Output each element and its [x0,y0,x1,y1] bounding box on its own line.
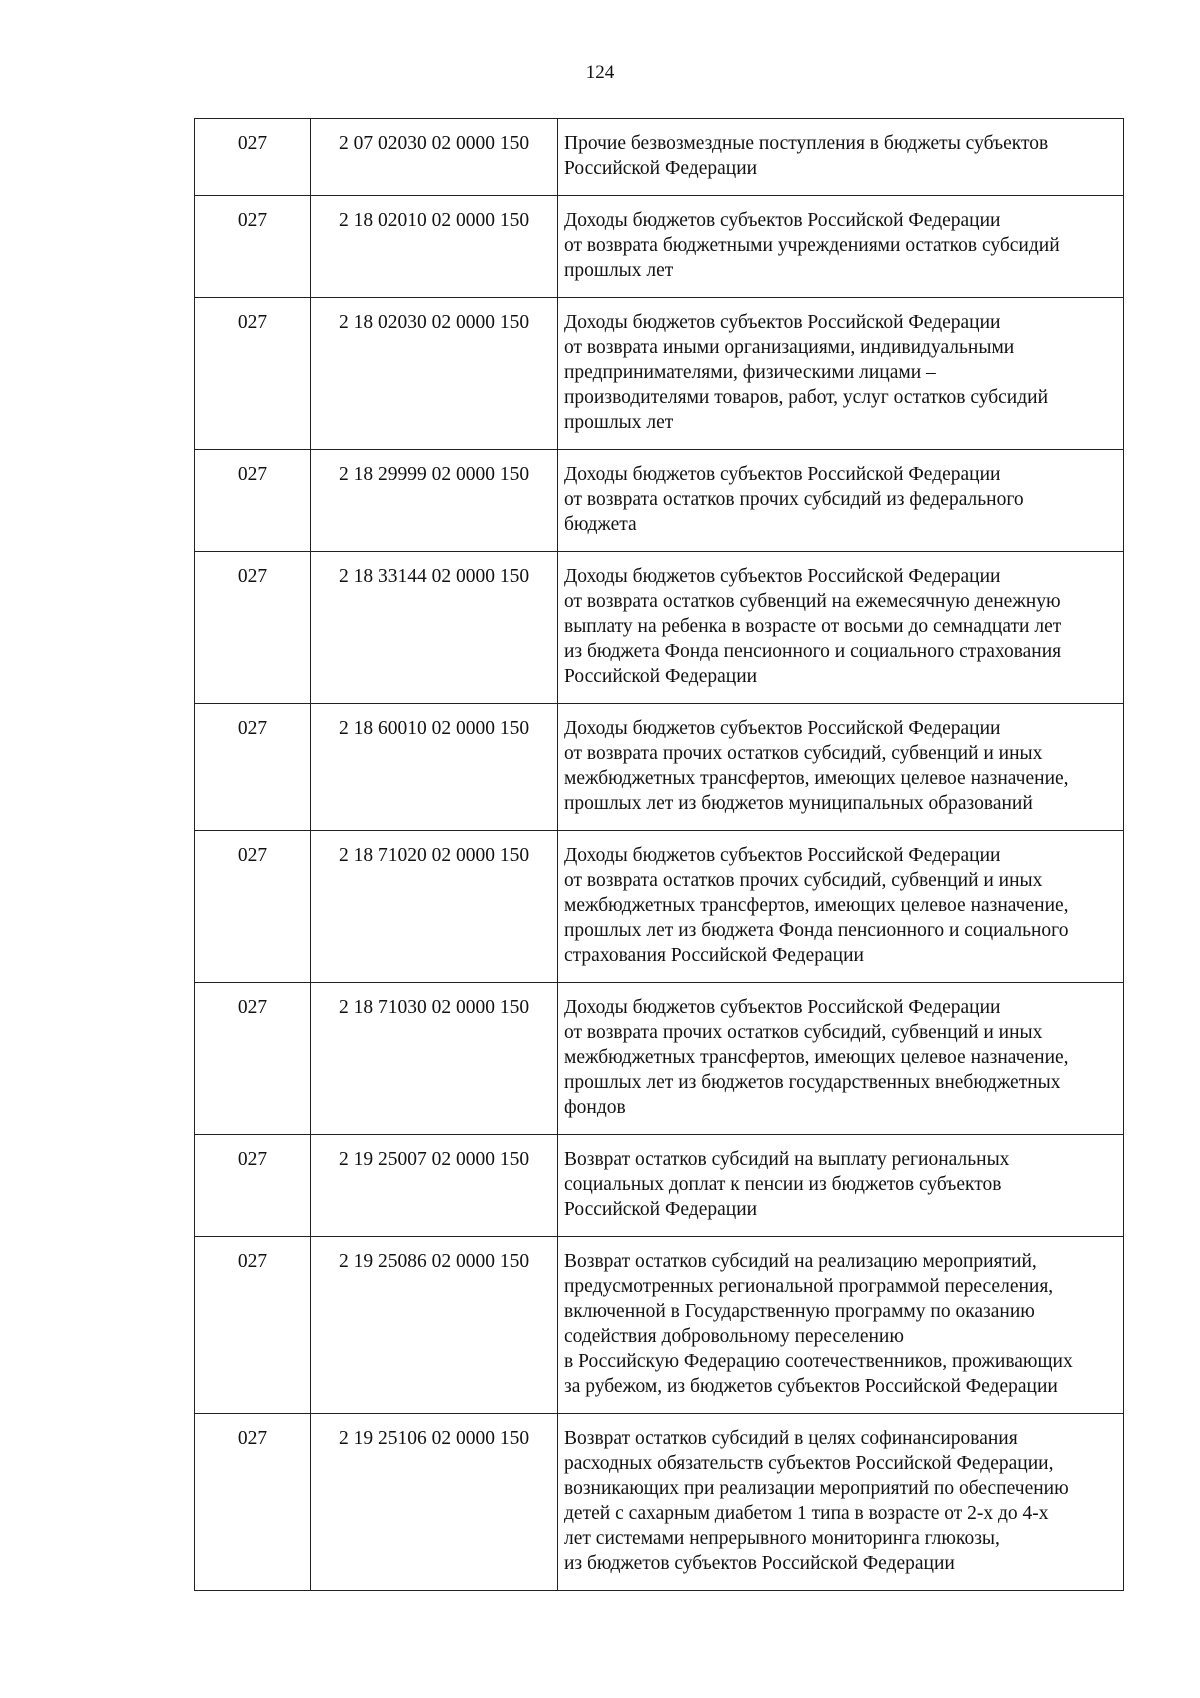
admin-code-cell: 027 [195,704,311,831]
revenue-name-line: Возврат остатков субсидий на выплату региональных [564,1149,1010,1170]
revenue-name-cell [558,1237,1124,1414]
table-row [195,1414,1124,1591]
admin-code-cell: 027 [195,450,311,552]
admin-code-cell: 027 [195,1135,311,1237]
revenue-name-line: детей с сахарным диабетом 1 типа в возрасте от 2-х до 4-х [564,1503,1049,1524]
revenue-name-line: прошлых лет [564,260,674,281]
revenue-name-cell [558,196,1124,298]
revenue-name-line: Доходы бюджетов субъектов Российской Федерации [564,210,1001,231]
admin-code-cell: 027 [195,196,311,298]
table-row [195,704,1124,831]
revenue-name-line: межбюджетных трансфертов, имеющих целевое назначение, [564,1047,1069,1068]
revenue-name-line: фондов [564,1097,626,1118]
revenue-name-line: от возврата прочих остатков субсидий, субвенций и иных [564,1022,1043,1043]
revenue-name-line: Доходы бюджетов субъектов Российской Федерации [564,997,1001,1018]
revenue-name-cell [558,831,1124,983]
revenue-name-line: Российской Федерации [564,1199,758,1220]
revenue-name-line: Доходы бюджетов субъектов Российской Федерации [564,464,1001,485]
kbk-code-cell: 2 18 71030 02 0000 150 [311,983,558,1135]
admin-code-cell: 027 [195,983,311,1135]
revenue-name-line: предусмотренных региональной программой переселения, [564,1276,1054,1297]
revenue-name-line: прошлых лет из бюджетов государственных внебюджетных [564,1072,1061,1093]
revenue-name-line: от возврата остатков прочих субсидий, субвенций и иных [564,870,1043,891]
admin-code-cell: 027 [195,831,311,983]
revenue-name-line: в Российскую Федерацию соотечественников, проживающих [564,1351,1073,1372]
revenue-name-cell [558,983,1124,1135]
kbk-code-cell: 2 18 02010 02 0000 150 [311,196,558,298]
revenue-name-line: лет системами непрерывного мониторинга глюкозы, [564,1528,1000,1549]
revenue-name-line: от возврата иными организациями, индивидуальными [564,337,1015,358]
revenue-name-line: от возврата остатков прочих субсидий из федерального [564,489,1024,510]
admin-code-cell: 027 [195,552,311,704]
admin-code-cell: 027 [195,298,311,450]
table-body [195,119,1124,1591]
kbk-code-cell: 2 18 71020 02 0000 150 [311,831,558,983]
revenue-name-line: Доходы бюджетов субъектов Российской Федерации [564,312,1001,333]
table-row [195,983,1124,1135]
admin-code-cell: 027 [195,1237,311,1414]
revenue-name-line: расходных обязательств субъектов Российской Федерации, [564,1453,1054,1474]
table-row [195,119,1124,196]
kbk-code-cell: 2 19 25086 02 0000 150 [311,1237,558,1414]
revenue-name-line: прошлых лет из бюджета Фонда пенсионного и социального [564,920,1069,941]
revenue-name-line: от возврата прочих остатков субсидий, субвенций и иных [564,743,1043,764]
revenue-name-cell [558,1414,1124,1591]
revenue-name-line: от возврата остатков субвенций на ежемесячную денежную [564,591,1061,612]
revenue-name-line: Российской Федерации [564,158,758,179]
revenue-name-line: бюджета [564,514,637,535]
revenue-name-cell [558,1135,1124,1237]
page-number: 124 [585,62,615,83]
revenue-name-line: Российской Федерации [564,666,758,687]
kbk-code-cell: 2 19 25106 02 0000 150 [311,1414,558,1591]
table-row [195,1135,1124,1237]
revenue-name-line: предпринимателями, физическими лицами – [564,362,936,383]
kbk-code-cell: 2 18 33144 02 0000 150 [311,552,558,704]
revenue-name-line: межбюджетных трансфертов, имеющих целевое назначение, [564,768,1069,789]
revenue-name-line: прошлых лет [564,412,674,433]
revenue-name-cell [558,552,1124,704]
revenue-name-line: межбюджетных трансфертов, имеющих целевое назначение, [564,895,1069,916]
revenue-name-cell [558,119,1124,196]
revenue-name-line: производителями товаров, работ, услуг остатков субсидий [564,387,1049,408]
revenue-name-line: содействия добровольному переселению [564,1326,904,1347]
revenue-name-line: Возврат остатков субсидий в целях софинансирования [564,1428,1018,1449]
table-row [195,831,1124,983]
kbk-code-cell: 2 18 02030 02 0000 150 [311,298,558,450]
revenue-name-line: от возврата бюджетными учреждениями остатков субсидий [564,235,1060,256]
table-row [195,450,1124,552]
table-row [195,196,1124,298]
revenue-name-line: Прочие безвозмездные поступления в бюджеты субъектов [564,133,1049,154]
admin-code-cell: 027 [195,119,311,196]
kbk-code-cell: 2 18 60010 02 0000 150 [311,704,558,831]
table-row [195,298,1124,450]
admin-code-cell: 027 [195,1414,311,1591]
table-row [195,1237,1124,1414]
kbk-code-cell: 2 19 25007 02 0000 150 [311,1135,558,1237]
revenue-name-line: социальных доплат к пенсии из бюджетов субъектов [564,1174,1002,1195]
revenue-name-line: за рубежом, из бюджетов субъектов Российской Федерации [564,1376,1058,1397]
kbk-code-cell: 2 18 29999 02 0000 150 [311,450,558,552]
revenue-name-line: выплату на ребенка в возрасте от восьми до семнадцати лет [564,616,1062,637]
revenue-name-line: возникающих при реализации мероприятий по обеспечению [564,1478,1069,1499]
revenue-name-line: прошлых лет из бюджетов муниципальных образований [564,793,1033,814]
table-row [195,552,1124,704]
revenue-codes-table [194,118,1124,1591]
revenue-name-line: включенной в Государственную программу по оказанию [564,1301,1035,1322]
revenue-name-line: страхования Российской Федерации [564,945,864,966]
revenue-name-line: Доходы бюджетов субъектов Российской Федерации [564,845,1001,866]
kbk-code-cell: 2 07 02030 02 0000 150 [311,119,558,196]
revenue-name-line: Возврат остатков субсидий на реализацию мероприятий, [564,1251,1037,1272]
revenue-name-cell [558,298,1124,450]
revenue-name-line: из бюджета Фонда пенсионного и социального страхования [564,641,1062,662]
revenue-name-cell [558,704,1124,831]
revenue-name-line: Доходы бюджетов субъектов Российской Федерации [564,718,1001,739]
revenue-name-cell [558,450,1124,552]
revenue-name-line: из бюджетов субъектов Российской Федерации [564,1553,955,1574]
revenue-name-line: Доходы бюджетов субъектов Российской Федерации [564,566,1001,587]
